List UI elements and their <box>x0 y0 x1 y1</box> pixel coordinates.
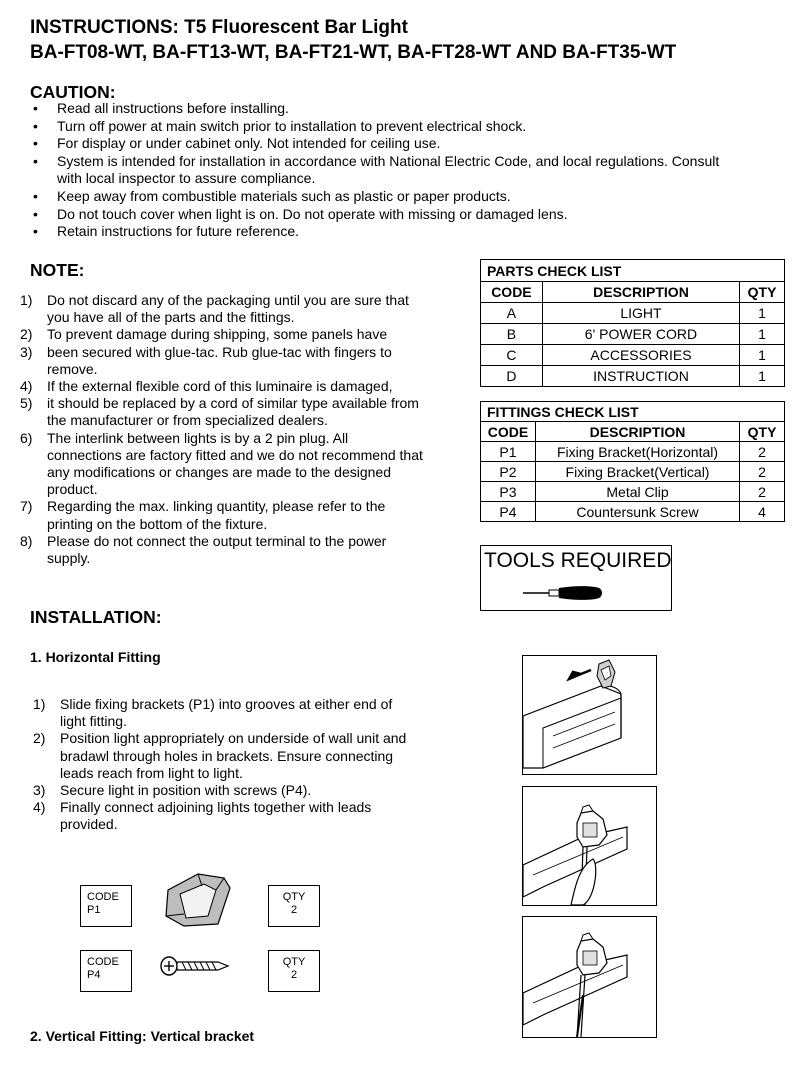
caution-text: Keep away from combustible materials such as plastic or paper products. <box>57 187 511 204</box>
cell-code: P2 <box>481 462 536 482</box>
cell-code: A <box>481 303 543 324</box>
note-number: 5) <box>20 395 33 412</box>
note-list <box>20 292 425 567</box>
note-item <box>20 326 425 343</box>
parts-check-list <box>480 259 785 387</box>
table-row <box>481 366 785 387</box>
parts-check-list-caption: PARTS CHECK LIST <box>481 260 785 282</box>
page-title: INSTRUCTIONS: T5 Fluorescent Bar Light <box>30 17 408 38</box>
note-item <box>20 378 425 395</box>
qty-box-p1 <box>268 885 320 927</box>
table-row <box>481 462 785 482</box>
light-securing-illustration <box>523 917 656 1037</box>
note-item <box>20 498 425 532</box>
caution-item <box>33 153 737 188</box>
qty-label: QTY <box>282 956 306 968</box>
cell-description: Countersunk Screw <box>535 502 739 522</box>
caution-text: For display or under cabinet only. Not intended for ceiling use. <box>57 135 441 152</box>
step-item <box>33 799 413 833</box>
cell-description: 6' POWER CORD <box>542 324 739 345</box>
caution-list <box>33 100 793 241</box>
cell-code: C <box>481 345 543 366</box>
note-item <box>20 344 425 378</box>
caution-text: Read all instructions before installing. <box>57 100 289 116</box>
light-positioning-illustration <box>523 787 656 905</box>
note-number: 7) <box>20 498 33 515</box>
col-header-description: DESCRIPTION <box>542 282 739 303</box>
cell-description: ACCESSORIES <box>542 345 739 366</box>
note-number: 1) <box>20 292 33 308</box>
caution-text: Do not touch cover when light is on. Do not operate with missing or damaged lens. <box>57 205 568 222</box>
caution-text: Retain instructions for future reference. <box>57 223 300 240</box>
installation-steps <box>33 696 413 834</box>
note-number: 4) <box>20 378 33 395</box>
table-row <box>481 303 785 324</box>
code-box-p4 <box>80 950 132 992</box>
cell-description: Fixing Bracket(Vertical) <box>535 462 739 482</box>
note-item <box>20 292 425 326</box>
caution-item <box>33 100 793 118</box>
table-row <box>481 502 785 522</box>
cell-description: Fixing Bracket(Horizontal) <box>535 442 739 462</box>
screwdriver-icon <box>521 584 603 602</box>
note-number: 8) <box>20 532 33 549</box>
caution-item <box>33 188 793 206</box>
cell-code: B <box>481 324 543 345</box>
col-header-code: CODE <box>481 422 536 442</box>
note-number: 3) <box>20 343 33 360</box>
cell-description: Metal Clip <box>535 482 739 502</box>
bullet: • <box>33 135 38 152</box>
cell-description: LIGHT <box>542 303 739 324</box>
note-text: If the external flexible cord of this luminaire is damaged, <box>47 378 393 395</box>
qty-value: 2 <box>290 904 298 916</box>
caution-text: Turn off power at main switch prior to installation to prevent electrical shock. <box>57 117 527 134</box>
note-text: it should be replaced by a cord of similar type available from the manufacturer or from specialized dealers. <box>47 395 419 429</box>
col-header-qty: QTY <box>740 282 785 303</box>
code-label: CODE <box>87 891 119 903</box>
step-number: 3) <box>33 782 46 799</box>
code-value: P1 <box>87 904 101 916</box>
note-text: To prevent damage during shipping, some panels have <box>47 326 388 343</box>
figure-secure-light <box>522 916 657 1038</box>
note-text: been secured with glue-tac. Rub glue-tac with fingers to remove. <box>47 343 392 377</box>
note-number: 6) <box>20 429 33 446</box>
bullet: • <box>33 187 38 204</box>
qty-value: 2 <box>290 969 298 981</box>
table-row <box>481 482 785 502</box>
fittings-check-list <box>480 401 785 522</box>
step-text: Finally connect adjoining lights together with leads provided. <box>60 799 372 833</box>
model-numbers: BA-FT08-WT, BA-FT13-WT, BA-FT21-WT, BA-FT28-WT AND BA-FT35-WT <box>30 42 677 63</box>
section-vertical-fitting: 2. Vertical Fitting: Vertical bracket <box>30 1028 255 1044</box>
cell-qty: 2 <box>740 462 785 482</box>
note-item <box>20 430 425 499</box>
cell-qty: 4 <box>740 502 785 522</box>
note-text: Do not discard any of the packaging until you are sure that you have all of the parts and the fittings. <box>47 292 409 326</box>
caution-item <box>33 223 793 241</box>
table-row <box>481 442 785 462</box>
bullet: • <box>33 117 38 134</box>
caution-item <box>33 206 793 224</box>
note-item <box>20 533 425 567</box>
cell-qty: 1 <box>740 303 785 324</box>
step-text: Slide fixing brackets (P1) into grooves at either end of light fitting. <box>60 696 393 730</box>
caution-text: System is intended for installation in accordance with National Electric Code, and local regulations. Consult with local inspector to assure compliance. <box>57 152 720 187</box>
caution-item <box>33 135 793 153</box>
step-number: 4) <box>33 799 46 816</box>
figure-slide-bracket <box>522 655 657 775</box>
cell-description: INSTRUCTION <box>542 366 739 387</box>
note-text: Regarding the max. linking quantity, please refer to the printing on the bottom of the fixture. <box>47 498 386 532</box>
fixing-bracket-icon <box>158 868 238 930</box>
step-number: 1) <box>33 696 46 712</box>
col-header-qty: QTY <box>740 422 785 442</box>
col-header-description: DESCRIPTION <box>535 422 739 442</box>
step-text: Position light appropriately on underside of wall unit and bradawl through holes in brackets. Ensure connecting leads reach from light to light. <box>60 730 407 781</box>
bracket-insertion-illustration <box>523 656 656 774</box>
note-number: 2) <box>20 326 33 343</box>
bullet: • <box>33 205 38 222</box>
cell-code: P3 <box>481 482 536 502</box>
cell-qty: 2 <box>740 482 785 502</box>
section-horizontal-fitting: 1. Horizontal Fitting <box>30 649 161 665</box>
cell-code: D <box>481 366 543 387</box>
cell-code: P4 <box>481 502 536 522</box>
bullet: • <box>33 152 38 169</box>
tools-required-label: TOOLS REQUIRED <box>484 549 672 572</box>
table-row <box>481 345 785 366</box>
step-item <box>33 730 413 782</box>
cell-qty: 1 <box>740 366 785 387</box>
figure-position-light <box>522 786 657 906</box>
col-header-code: CODE <box>481 282 543 303</box>
cell-code: P1 <box>481 442 536 462</box>
caution-item <box>33 118 793 136</box>
code-label: CODE <box>87 956 119 968</box>
step-item <box>33 782 413 799</box>
code-box-p1 <box>80 885 132 927</box>
cell-qty: 2 <box>740 442 785 462</box>
tools-required-box <box>480 545 672 611</box>
table-row <box>481 324 785 345</box>
code-value: P4 <box>87 969 101 981</box>
note-text: Please do not connect the output terminal to the power supply. <box>47 532 387 567</box>
countersunk-screw-icon <box>160 955 230 977</box>
bullet: • <box>33 100 38 116</box>
note-item <box>20 395 425 429</box>
note-heading: NOTE: <box>30 260 85 280</box>
step-text: Secure light in position with screws (P4). <box>60 782 312 799</box>
bullet: • <box>33 223 38 240</box>
step-item <box>33 696 413 730</box>
step-number: 2) <box>33 730 46 747</box>
fittings-check-list-caption: FITTINGS CHECK LIST <box>481 402 785 422</box>
qty-box-p4 <box>268 950 320 992</box>
installation-heading: INSTALLATION: <box>30 607 162 627</box>
cell-qty: 1 <box>740 324 785 345</box>
caution-heading: CAUTION: <box>30 82 116 102</box>
note-text: The interlink between lights is by a 2 pin plug. All connections are factory fitted and we do not recommend that any modifications or changes are made to the designed product. <box>47 429 423 498</box>
qty-label: QTY <box>282 891 306 903</box>
cell-qty: 1 <box>740 345 785 366</box>
